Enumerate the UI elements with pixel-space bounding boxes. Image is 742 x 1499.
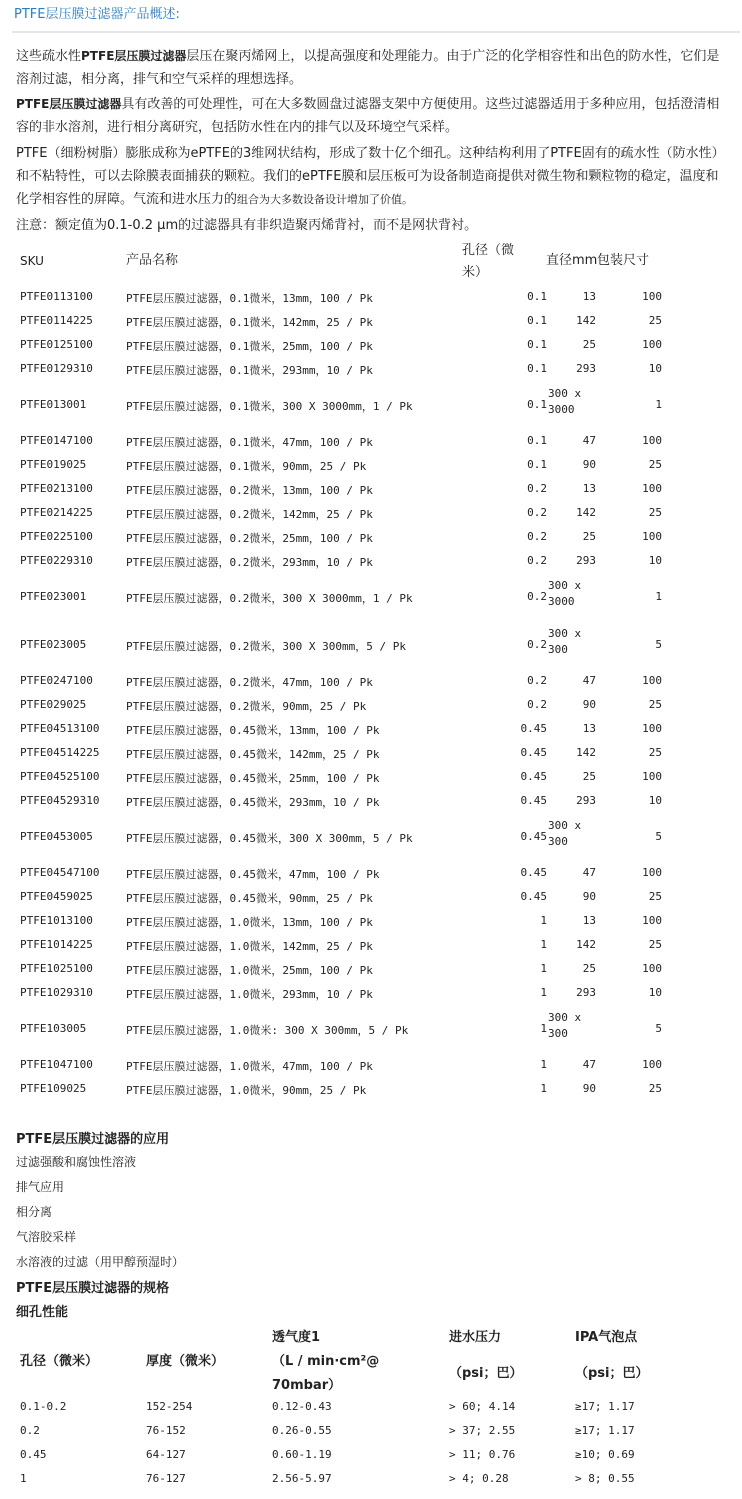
pack-size-cell: 25 [648, 1082, 662, 1095]
header-diameter: 直径mm [546, 253, 598, 268]
product-name-cell: PTFE层压膜过滤器，0.45微米，90mm，25 / Pk [126, 892, 373, 905]
product-name-cell: PTFE层压膜过滤器，0.2微米，25mm，100 / Pk [126, 532, 373, 545]
table-row [0, 554, 742, 570]
table-row [0, 722, 742, 738]
product-name-cell: PTFE层压膜过滤器，1.0微米，90mm，25 / Pk [126, 1084, 367, 1097]
product-name-cell: PTFE层压膜过滤器，0.1微米，13mm，100 / Pk [126, 292, 373, 305]
spec-header-ipa-1: IPA气泡点 [575, 1330, 638, 1345]
intro-p2-post: 具有改善的可处理性，可在大多数圆盘过滤器支架中方便使用。这些过滤器适用于多种应用，包括澄清相容的非水溶剂，进行相分离研究，包括防水性在内的排气以及环境空气采样。 [16, 97, 720, 135]
pore-size-cell: 0.1 [527, 434, 547, 447]
diameter-cell: 293 [576, 986, 596, 999]
product-name-cell: PTFE层压膜过滤器，0.2微米，300 X 300mm，5 / Pk [126, 640, 406, 653]
sku-cell: PTFE013001 [20, 398, 87, 411]
diameter-cell: 25 [582, 530, 596, 543]
diameter-cell: 13 [582, 914, 596, 927]
spec-pore-cell: 1 [20, 1472, 27, 1485]
pore-size-cell: 0.2 [527, 698, 547, 711]
diameter-cell: 300 x 300 [548, 627, 582, 656]
pore-size-cell: 0.1 [527, 398, 547, 411]
product-name-cell: PTFE层压膜过滤器，1.0微米，293mm，10 / Pk [126, 988, 373, 1001]
application-item: 相分离 [16, 1205, 53, 1219]
table-row [0, 746, 742, 762]
spec-pore-cell: 0.2 [20, 1424, 40, 1437]
intro-paragraph-3 [16, 142, 728, 211]
pore-size-cell: 1 [540, 986, 547, 999]
pack-size-cell: 100 [642, 338, 662, 351]
pore-size-cell: 0.2 [527, 482, 547, 495]
pack-size-cell: 100 [642, 674, 662, 687]
pack-size-cell: 10 [648, 554, 662, 567]
table-row [0, 627, 742, 656]
pore-size-cell: 0.2 [527, 638, 547, 651]
pack-size-cell: 25 [648, 938, 662, 951]
sku-cell: PTFE04525100 [20, 770, 100, 783]
pack-size-cell: 100 [642, 1058, 662, 1071]
sku-cell: PTFE0229310 [20, 554, 93, 567]
diameter-cell: 47 [582, 674, 596, 687]
spec-ipa-cell: > 8; 0.55 [575, 1472, 635, 1485]
intro-p1-post: 层压在聚丙烯网上，以提高强度和处理能力。由于广泛的化学相容性和出色的防水性，它们是溶剂过滤，相分离，排气和空气采样的理想选择。 [16, 49, 720, 87]
table-row [0, 506, 742, 522]
spec-air-cell: 0.12-0.43 [272, 1400, 332, 1413]
diameter-cell: 293 [576, 554, 596, 567]
diameter-cell: 300 x 300 [548, 1011, 582, 1040]
table-row [0, 962, 742, 978]
table-row [0, 434, 742, 450]
pack-size-cell: 25 [648, 890, 662, 903]
sku-cell: PTFE0459025 [20, 890, 93, 903]
sku-cell: PTFE1025100 [20, 962, 93, 975]
applications-title: PTFE层压膜过滤器的应用 [16, 1132, 170, 1147]
diameter-cell: 142 [576, 314, 596, 327]
table-row [0, 986, 742, 1002]
pore-size-cell: 1 [540, 1058, 547, 1071]
table-row [0, 674, 742, 690]
intro-paragraph-1 [16, 45, 728, 91]
product-name-cell: PTFE层压膜过滤器，0.45微米，293mm，10 / Pk [126, 796, 380, 809]
spec-header-thickness: 厚度（微米） [146, 1354, 225, 1369]
diameter-cell: 142 [576, 506, 596, 519]
product-name-cell: PTFE层压膜过滤器，0.1微米，142mm，25 / Pk [126, 316, 373, 329]
diameter-cell: 90 [582, 458, 596, 471]
pore-size-cell: 1 [540, 962, 547, 975]
application-item: 水溶液的过滤（用甲醇预湿时） [16, 1255, 185, 1269]
header-pore [462, 240, 514, 284]
table-row [0, 1011, 742, 1040]
pore-size-cell: 0.45 [520, 890, 547, 903]
diameter-cell: 293 [576, 794, 596, 807]
pore-size-cell: 1 [540, 1082, 547, 1095]
application-item: 气溶胶采样 [16, 1230, 77, 1244]
diameter-cell: 90 [582, 698, 596, 711]
pore-size-cell: 0.2 [527, 554, 547, 567]
intro-paragraph-2 [16, 93, 728, 139]
spec-thickness-cell: 152-254 [146, 1400, 193, 1413]
pack-size-cell: 25 [648, 698, 662, 711]
spec-water-cell: > 60; 4.14 [449, 1400, 516, 1413]
header-name: 产品名称 [126, 253, 179, 268]
product-name-cell: PTFE层压膜过滤器，0.1微米，47mm，100 / Pk [126, 436, 373, 449]
product-name-cell: PTFE层压膜过滤器，0.2微米，142mm，25 / Pk [126, 508, 373, 521]
table-row [0, 338, 742, 354]
product-name-cell: PTFE层压膜过滤器，1.0微米: 300 X 300mm，5 / Pk [126, 1024, 409, 1037]
table-row [0, 362, 742, 378]
pore-size-cell: 0.2 [527, 590, 547, 603]
diameter-cell: 47 [582, 434, 596, 447]
pore-size-cell: 0.1 [527, 338, 547, 351]
pack-size-cell: 25 [648, 314, 662, 327]
sku-cell: PTFE029025 [20, 698, 87, 711]
spec-ipa-cell: ≥17; 1.17 [575, 1400, 635, 1413]
pore-size-cell: 0.2 [527, 674, 547, 687]
product-name-cell: PTFE层压膜过滤器，0.2微米，90mm，25 / Pk [126, 700, 367, 713]
spec-water-cell: > 37; 2.55 [449, 1424, 516, 1437]
product-name-cell: PTFE层压膜过滤器，0.45微米，13mm，100 / Pk [126, 724, 380, 737]
application-item: 过滤强酸和腐蚀性溶液 [16, 1155, 137, 1169]
pore-size-cell: 0.45 [520, 830, 547, 843]
sku-cell: PTFE0213100 [20, 482, 93, 495]
pack-size-cell: 25 [648, 746, 662, 759]
sku-cell: PTFE1013100 [20, 914, 93, 927]
pore-size-cell: 0.1 [527, 314, 547, 327]
spec-pore-cell: 0.45 [20, 1448, 47, 1461]
sku-cell: PTFE0247100 [20, 674, 93, 687]
spec-water-cell: > 4; 0.28 [449, 1472, 509, 1485]
sku-cell: PTFE04514225 [20, 746, 100, 759]
diameter-cell: 300 x 3000 [548, 579, 582, 608]
diameter-cell: 90 [582, 1082, 596, 1095]
header-pore-line2: 米） [462, 265, 489, 280]
product-name-cell: PTFE层压膜过滤器，0.45微米，300 X 300mm，5 / Pk [126, 832, 413, 845]
pack-size-cell: 100 [642, 962, 662, 975]
spec-header-air-1: 透气度1 [272, 1330, 321, 1345]
intro-p1-bold: PTFE层压膜过滤器 [81, 49, 187, 63]
pore-size-cell: 0.1 [527, 290, 547, 303]
intro-p1-pre: 这些疏水性 [16, 49, 82, 64]
sku-cell: PTFE0125100 [20, 338, 93, 351]
product-name-cell: PTFE层压膜过滤器，1.0微米，47mm，100 / Pk [126, 1060, 373, 1073]
pack-size-cell: 100 [642, 866, 662, 879]
spec-ipa-cell: ≥10; 0.69 [575, 1448, 635, 1461]
spec-air-cell: 2.56-5.97 [272, 1472, 332, 1485]
pore-size-cell: 0.1 [527, 458, 547, 471]
diameter-cell: 25 [582, 962, 596, 975]
sku-cell: PTFE0114225 [20, 314, 93, 327]
application-item: 排气应用 [16, 1180, 65, 1194]
diameter-cell: 90 [582, 890, 596, 903]
pack-size-cell: 5 [655, 830, 662, 843]
table-row [0, 530, 742, 546]
spec-water-cell: > 11; 0.76 [449, 1448, 516, 1461]
table-row [0, 770, 742, 786]
diameter-cell: 47 [582, 1058, 596, 1071]
pore-size-cell: 0.45 [520, 866, 547, 879]
spec-thickness-cell: 64-127 [146, 1448, 186, 1461]
product-name-cell: PTFE层压膜过滤器，0.1微米，293mm，10 / Pk [126, 364, 373, 377]
table-row [0, 698, 742, 714]
spec-ipa-cell: ≥17; 1.17 [575, 1424, 635, 1437]
spec-header-ipa-2: （psi；巴） [575, 1366, 649, 1381]
spec-air-cell: 0.26-0.55 [272, 1424, 332, 1437]
pack-size-cell: 100 [642, 482, 662, 495]
sku-cell: PTFE0147100 [20, 434, 93, 447]
pack-size-cell: 10 [648, 986, 662, 999]
diameter-cell: 300 x 3000 [548, 387, 582, 416]
sku-cell: PTFE023001 [20, 590, 87, 603]
product-name-cell: PTFE层压膜过滤器，0.2微米，47mm，100 / Pk [126, 676, 373, 689]
table-row [0, 866, 742, 882]
header-sku: SKU [20, 254, 44, 268]
pore-size-cell: 0.1 [527, 362, 547, 375]
table-row [0, 290, 742, 306]
table-row [0, 914, 742, 930]
diameter-cell: 13 [582, 290, 596, 303]
pore-size-cell: 0.45 [520, 770, 547, 783]
spec-pore-cell: 0.1-0.2 [20, 1400, 67, 1413]
sku-cell: PTFE0453005 [20, 830, 93, 843]
pack-size-cell: 10 [648, 794, 662, 807]
product-name-cell: PTFE层压膜过滤器，1.0微米，13mm，100 / Pk [126, 916, 373, 929]
diameter-cell: 47 [582, 866, 596, 879]
sku-cell: PTFE019025 [20, 458, 87, 471]
table-row [0, 482, 742, 498]
sku-cell: PTFE0214225 [20, 506, 93, 519]
product-name-cell: PTFE层压膜过滤器，1.0微米，142mm，25 / Pk [126, 940, 373, 953]
sku-cell: PTFE109025 [20, 1082, 87, 1095]
pack-size-cell: 100 [642, 434, 662, 447]
table-row [0, 458, 742, 474]
pore-size-cell: 0.45 [520, 746, 547, 759]
product-name-cell: PTFE层压膜过滤器，0.2微米，293mm，10 / Pk [126, 556, 373, 569]
pore-size-cell: 1 [540, 1022, 547, 1035]
spec-header-water-2: （psi；巴） [449, 1366, 523, 1381]
pore-size-cell: 0.45 [520, 722, 547, 735]
diameter-cell: 293 [576, 362, 596, 375]
pack-size-cell: 1 [655, 398, 662, 411]
header-pore-line1: 孔径（微 [462, 243, 515, 258]
table-row [0, 1082, 742, 1098]
pack-size-cell: 100 [642, 722, 662, 735]
pack-size-cell: 25 [648, 506, 662, 519]
pore-size-cell: 1 [540, 914, 547, 927]
sku-cell: PTFE1047100 [20, 1058, 93, 1071]
pore-size-cell: 0.2 [527, 506, 547, 519]
rating-note: 注意：额定值为0.1-0.2 μm的过滤器具有非织造聚丙烯背衬，而不是网状背衬。 [16, 218, 478, 233]
header-pack: 包装尺寸 [597, 253, 650, 268]
diameter-cell: 142 [576, 938, 596, 951]
sku-cell: PTFE04513100 [20, 722, 100, 735]
product-name-cell: PTFE层压膜过滤器，1.0微米，25mm，100 / Pk [126, 964, 373, 977]
spec-header-air-2: （L / min·cm²@ [272, 1354, 380, 1369]
pack-size-cell: 25 [648, 458, 662, 471]
pack-size-cell: 10 [648, 362, 662, 375]
sku-cell: PTFE023005 [20, 638, 87, 651]
product-name-cell: PTFE层压膜过滤器，0.1微米，300 X 3000mm，1 / Pk [126, 400, 413, 413]
diameter-cell: 300 x 300 [548, 819, 582, 848]
product-name-cell: PTFE层压膜过滤器，0.1微米，90mm，25 / Pk [126, 460, 367, 473]
table-row [0, 938, 742, 954]
product-name-cell: PTFE层压膜过滤器，0.45微米，47mm，100 / Pk [126, 868, 380, 881]
pack-size-cell: 5 [655, 1022, 662, 1035]
product-name-cell: PTFE层压膜过滤器，0.1微米，25mm，100 / Pk [126, 340, 373, 353]
pore-size-cell: 0.2 [527, 530, 547, 543]
intro-p2-bold: PTFE层压膜过滤器 [16, 97, 122, 111]
pore-size-cell: 1 [540, 938, 547, 951]
sku-cell: PTFE103005 [20, 1022, 87, 1035]
sku-cell: PTFE04547100 [20, 866, 100, 879]
spec-thickness-cell: 76-152 [146, 1424, 186, 1437]
pack-size-cell: 100 [642, 530, 662, 543]
pack-size-cell: 100 [642, 770, 662, 783]
spec-thickness-cell: 76-127 [146, 1472, 186, 1485]
sku-cell: PTFE0113100 [20, 290, 93, 303]
pack-size-cell: 100 [642, 290, 662, 303]
table-row [0, 387, 742, 416]
spec-header-water-1: 进水压力 [449, 1330, 502, 1345]
sku-cell: PTFE0225100 [20, 530, 93, 543]
sku-cell: PTFE1014225 [20, 938, 93, 951]
pack-size-cell: 1 [655, 590, 662, 603]
sku-cell: PTFE04529310 [20, 794, 100, 807]
specs-subtitle: 细孔性能 [16, 1305, 69, 1320]
table-row [0, 314, 742, 330]
page-title: PTFE层压膜过滤器产品概述: [14, 7, 180, 22]
diameter-cell: 25 [582, 338, 596, 351]
diameter-cell: 13 [582, 482, 596, 495]
title-divider [12, 31, 740, 33]
pore-size-cell: 0.45 [520, 794, 547, 807]
diameter-cell: 142 [576, 746, 596, 759]
product-name-cell: PTFE层压膜过滤器，0.2微米，300 X 3000mm，1 / Pk [126, 592, 413, 605]
specs-title: PTFE层压膜过滤器的规格 [16, 1281, 170, 1296]
diameter-cell: 25 [582, 770, 596, 783]
pack-size-cell: 100 [642, 914, 662, 927]
sku-cell: PTFE0129310 [20, 362, 93, 375]
table-row [0, 794, 742, 810]
spec-air-cell: 0.60-1.19 [272, 1448, 332, 1461]
table-row [0, 1058, 742, 1074]
pack-size-cell: 5 [655, 638, 662, 651]
table-row [0, 819, 742, 848]
spec-header-air-3: 70mbar） [272, 1378, 342, 1393]
diameter-cell: 13 [582, 722, 596, 735]
product-name-cell: PTFE层压膜过滤器，0.45微米，142mm，25 / Pk [126, 748, 380, 761]
sku-cell: PTFE1029310 [20, 986, 93, 999]
product-name-cell: PTFE层压膜过滤器，0.45微米，25mm，100 / Pk [126, 772, 380, 785]
table-row [0, 890, 742, 906]
intro-p3-small: 组合为大多数设备设计增加了价值。 [237, 193, 414, 206]
product-name-cell: PTFE层压膜过滤器，0.2微米，13mm，100 / Pk [126, 484, 373, 497]
spec-header-pore: 孔径（微米） [20, 1354, 99, 1369]
intro-p3-text: PTFE（细粉树脂）膨胀成称为ePTFE的3维网状结构，形成了数十亿个细孔。这种结构利用了PTFE固有的疏水性（防水性）和不粘特性，可以去除膜表面捕获的颗粒。我们的ePTFE膜和层压板可为设备制造商提供对微生物和颗粒物的稳定，温度和化学相容性的屏障。气流和进水压力的 [16, 146, 725, 207]
table-row [0, 579, 742, 608]
